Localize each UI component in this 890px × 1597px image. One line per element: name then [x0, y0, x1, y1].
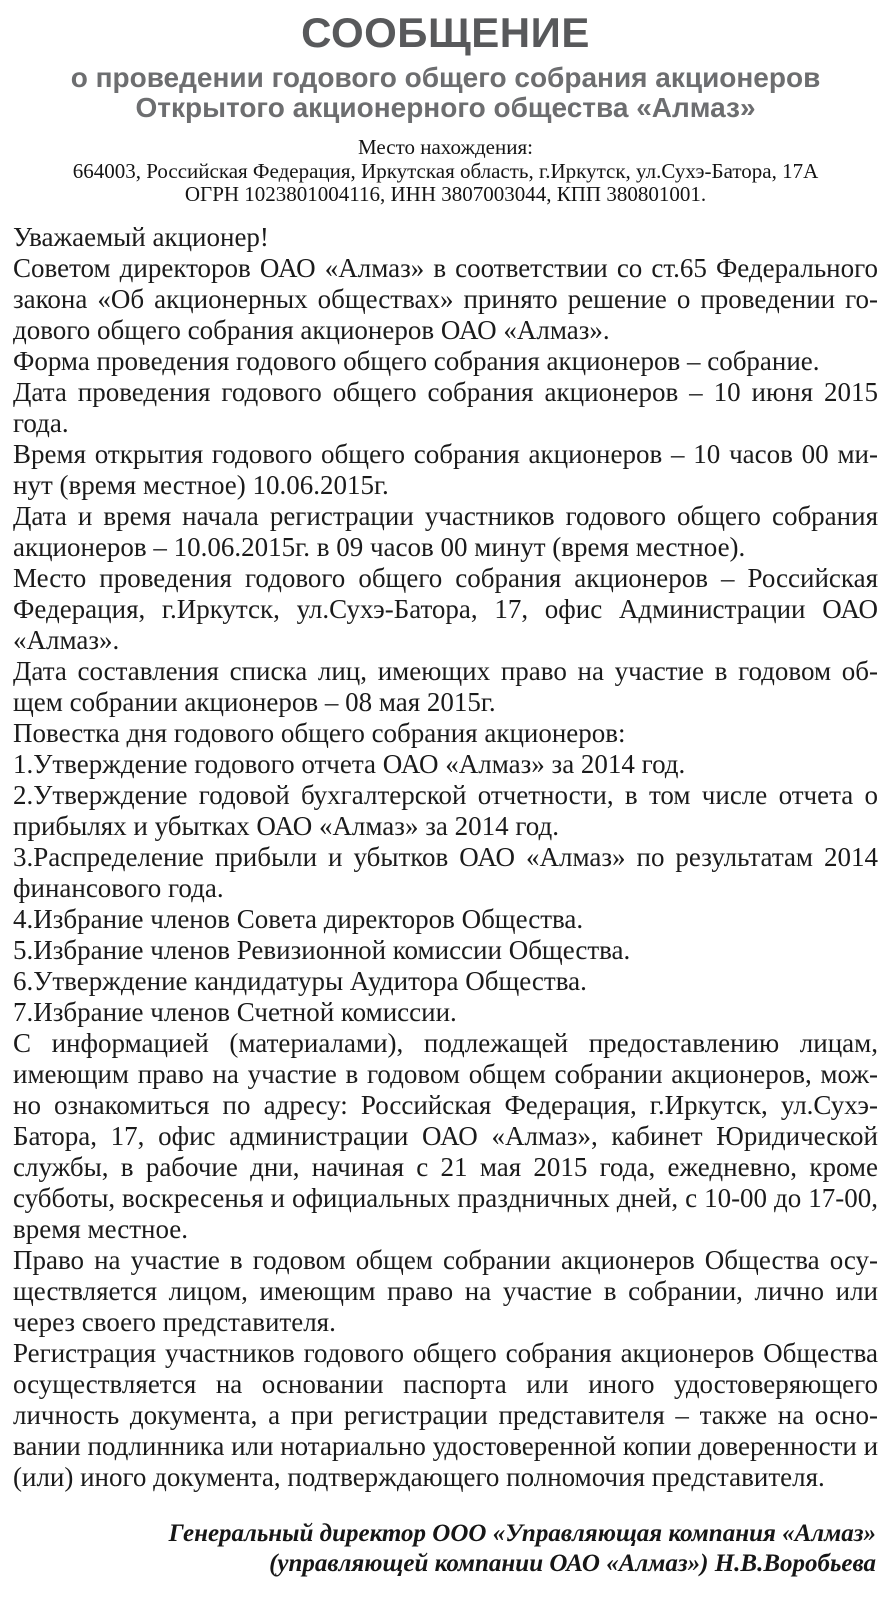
- document-title: СООБЩЕНИЕ: [301, 9, 590, 56]
- paragraph: Право на участие в годовом общем собрании акционеров Общества осуществляется лицом, имеющим право на участие в собрании, лично или через своего представителя.: [13, 1244, 878, 1337]
- paragraph: 4.Избрание членов Совета директоров Общества.: [13, 903, 584, 934]
- paragraph: 7.Избрание членов Счетной комиссии.: [13, 996, 457, 1027]
- signature-line-position: Генеральный директор ООО «Управляющая компания «Алмаз»: [168, 1519, 876, 1547]
- paragraph: Регистрация участников годового общего собрания акционеров Общества осуществляется на основании паспорта или иного удостоверяющего личность документа, а при регистрации представителя – также на основании подлинника или нотариально удостоверенной копии доверенности и (или) иного документа, подтверждающего полномочия представителя.: [13, 1337, 879, 1492]
- paragraph: Время открытия годового общего собрания акционеров – 10 часов 00 минут (время местное) 10.06.2015г.: [13, 438, 878, 500]
- document-body: [13, 222, 878, 1493]
- paragraph: Дата и время начала регистрации участников годового общего собрания акционеров – 10.06.2015г. в 09 часов 00 минут (время местное).: [13, 500, 878, 562]
- document-header: [13, 10, 878, 207]
- address-block: [13, 136, 878, 207]
- location-label: Место нахождения:: [358, 135, 533, 159]
- document-subtitle: [13, 63, 878, 123]
- paragraph: С информацией (материалами), подлежащей предоставлению лицам, имеющим право на участие в годовом общем собрании акционеров, можно ознакомиться по адресу: Российская Федерация, г.Иркутск, ул.Сухэ-Батора, 17, офис администрации ОАО «Алмаз», кабинет Юридической службы, в рабочие дни, начиная с 21 мая 2015 года, ежедневно, кроме субботы, воскресенья и официальных праздничных дней, с 10-00 до 17-00, время местное.: [13, 1027, 878, 1244]
- paragraph: 2.Утверждение годовой бухгалтерской отчетности, в том числе отчета о прибылях и убытках ОАО «Алмаз» за 2014 год.: [13, 779, 878, 841]
- subtitle-line: о проведении годового общего собрания акционеров: [70, 62, 821, 93]
- paragraph: 5.Избрание членов Ревизионной комиссии Общества.: [13, 934, 631, 965]
- registration-numbers-line: ОГРН 1023801004116, ИНН 3807003044, КПП 380801001.: [184, 182, 707, 206]
- paragraph: 1.Утверждение годового отчета ОАО «Алмаз» за 2014 год.: [13, 748, 686, 779]
- paragraph: Советом директоров ОАО «Алмаз» в соответствии со ст.65 Федерального закона «Об акционерных обществах» принято решение о проведении годового общего собрания акционеров ОАО «Алмаз».: [13, 252, 878, 345]
- paragraph: 6.Утверждение кандидатуры Аудитора Общества.: [13, 965, 587, 996]
- paragraph: Дата составления списка лиц, имеющих право на участие в годовом общем собрании акционеров – 08 мая 2015г.: [13, 655, 878, 717]
- signature-block: [13, 1519, 878, 1579]
- subtitle-line: Открытого акционерного общества «Алмаз»: [135, 92, 756, 123]
- paragraph: Уважаемый акционер!: [13, 221, 269, 252]
- paragraph: Место проведения годового общего собрания акционеров – Российская Федерация, г.Иркутск, ул.Сухэ-Батора, 17, офис Администрации ОАО «Алмаз».: [13, 562, 878, 655]
- signature-line-name: (управляющей компании ОАО «Алмаз») Н.В.Воробьева: [269, 1549, 876, 1577]
- paragraph: Форма проведения годового общего собрания акционеров – собрание.: [13, 345, 820, 376]
- paragraph: Дата проведения годового общего собрания акционеров – 10 июня 2015 года.: [13, 376, 878, 438]
- paragraph: Повестка дня годового общего собрания акционеров:: [13, 717, 626, 748]
- paragraph: 3.Распределение прибыли и убытков ОАО «Алмаз» по результатам 2014 финансового года.: [13, 841, 878, 903]
- address-line: 664003, Российская Федерация, Иркутская область, г.Иркутск, ул.Сухэ-Батора, 17А: [72, 158, 819, 183]
